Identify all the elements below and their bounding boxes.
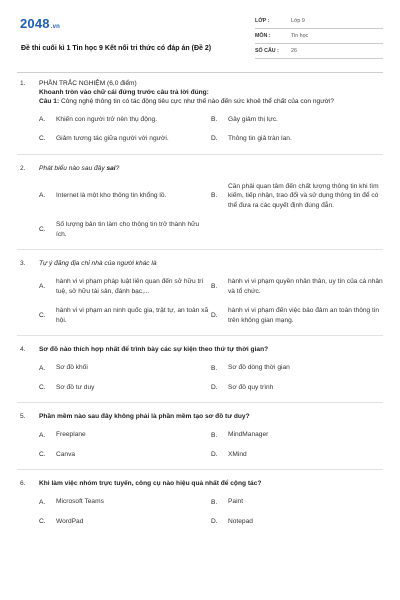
option-text: hành vi vi phạm pháp luật liên quan đến sở hữu trí tuệ, sở hữu tài sản, đánh bạc,... [56,278,204,295]
option-text: Sơ đồ quy trình [228,383,274,391]
option-text: hành vi vi phạm an ninh quốc gia, trật tự, an toàn xã hội. [56,307,209,324]
meta-key: SỐ CÂU : [255,48,279,54]
question-6 [20,480,380,536]
meta-row-question-count [255,44,383,59]
question-text: Tự ý đăng địa chỉ nhà của người khác là [39,260,157,268]
option-letter: A. [39,192,46,200]
option-text: hành vi vi phạm đến việc bảo đảm an toàn thông tin trên không gian mạng. [228,307,380,324]
answer-options [39,363,380,402]
option-text: Canva [56,450,76,458]
answer-option-a[interactable] [39,115,211,135]
question-text: Phần mềm nào sau đây không phải là phần mềm tạo sơ đồ tư duy? [39,413,250,421]
header-divider [17,72,383,73]
answer-option-c[interactable] [39,134,211,154]
question-text: Sơ đồ nào thích hợp nhất để trình bày các sự kiện theo thứ tự thời gian? [39,346,269,354]
answer-options [39,182,380,250]
option-text: MindManager [228,431,269,439]
option-letter: C. [39,518,46,526]
option-text: Notepad [228,517,253,525]
exam-meta [255,14,383,59]
answer-option-a[interactable] [39,497,211,517]
option-letter: B. [211,431,218,439]
option-letter: A. [39,364,46,372]
question-label: Câu 1: [39,97,60,105]
option-letter: A. [39,431,46,439]
option-letter: A. [39,498,46,506]
answer-option-b[interactable] [211,497,383,517]
question-body: Công nghệ thông tin có tác động tiêu cực như thế nào đến sức khoẻ thể chất của con người? [59,97,335,105]
option-letter: C. [39,312,46,320]
option-text: Cần phải quan tâm đến chất lượng thông tin khi tìm kiếm, tiếp nhận, trao đổi và sử dụng thông tin để có thể đưa ra các quyết định đúng đắn. [228,182,379,209]
option-letter: C. [39,451,46,459]
answer-option-b[interactable] [211,430,383,450]
option-letter: A. [39,115,46,123]
answer-option-a[interactable] [39,182,211,221]
option-letter: D. [211,135,218,143]
question-divider [17,402,383,403]
meta-key: LỚP : [255,18,270,24]
option-text: XMind [228,450,247,458]
answer-option-c[interactable] [39,306,211,335]
answer-option-c[interactable] [39,383,211,403]
option-letter: B. [211,115,218,123]
option-text: WordPad [56,517,84,525]
answer-option-b[interactable] [211,277,383,306]
answer-option-b[interactable] [211,363,383,383]
section-instruction: Khoanh tròn vào chữ cái đứng trước câu trả lời đúng: [39,88,209,96]
option-letter: C. [39,135,46,143]
question-3 [20,260,383,335]
question-divider [17,335,383,336]
option-text: Số lượng bản tin làm cho thông tin trở thành hữu ích. [56,221,200,238]
option-letter: D. [211,384,218,392]
option-letter: B. [211,364,218,372]
answer-options [39,430,380,469]
exam-content [20,80,383,536]
question-number: 2. [20,164,26,172]
meta-value: Lớp 9 [291,18,305,24]
meta-row-subject [255,29,383,44]
option-text: Paint [228,498,244,506]
option-text: hành vi vi phạm quyền nhân thân, uy tín của cá nhân và tổ chức. [228,278,383,295]
option-text: Microsoft Teams [56,498,104,506]
question-2 [20,165,380,250]
answer-option-d[interactable] [211,450,383,470]
answer-option-a[interactable] [39,277,211,306]
meta-value: Tin học [291,33,309,39]
answer-option-b[interactable] [211,115,383,135]
question-1 [20,80,380,154]
answer-option-d[interactable] [211,517,383,537]
question-divider [17,469,383,470]
option-text: Giảm tương tác giữa người với người. [56,135,169,143]
option-letter: A. [39,283,46,291]
option-text: Gây giảm thị lực. [228,115,278,123]
question-number: 6. [20,480,26,488]
question-number: 4. [20,346,26,354]
option-letter: D. [211,518,218,526]
answer-option-c[interactable] [39,450,211,470]
answer-option-d[interactable] [211,383,383,403]
option-letter: B. [211,192,218,200]
option-text: Thông tin giả tràn lan. [228,135,292,143]
question-text: Khi làm việc nhóm trực tuyến, công cụ nào hiệu quả nhất để cộng tác? [39,480,262,488]
option-letter: C. [39,384,46,392]
answer-option-a[interactable] [39,363,211,383]
option-text: Khiến con người trở nên thụ động. [56,115,158,123]
question-body-end: ? [115,164,120,172]
question-number: 5. [20,413,26,421]
meta-row-class [255,14,383,29]
meta-value: 26 [291,48,297,54]
question-divider [17,154,383,155]
option-letter: B. [211,498,218,506]
question-5 [20,413,380,469]
option-text: Freeplane [56,431,86,439]
question-number: 1. [20,80,26,87]
question-4 [20,346,380,402]
section-heading: PHẦN TRẮC NGHIỆM (6,0 điểm) [39,80,137,87]
answer-option-d[interactable] [211,306,383,335]
option-letter: D. [211,312,218,320]
page-title: Đề thi cuối kì 1 Tin học 9 Kết nối tri thức có đáp án (Đề 2) [21,45,212,52]
answer-option-c[interactable] [39,517,211,537]
logo-text: 2048 [20,16,50,31]
question-body: Phát biểu nào sau đây [39,164,107,172]
question-number: 3. [20,260,26,268]
answer-options [39,497,380,536]
answer-options [39,115,380,154]
answer-options [39,277,383,335]
question-text [39,98,380,107]
option-text: Sơ đồ dòng thời gian [228,364,290,372]
logo-suffix: .vn [50,24,61,30]
option-text: Internet là một kho thông tin khổng lồ. [56,192,167,200]
answer-option-c[interactable] [39,220,211,249]
answer-option-d[interactable] [211,134,383,154]
site-logo[interactable] [20,16,60,31]
meta-key: MÔN : [255,33,271,39]
option-letter: B. [211,283,218,291]
option-text: Sơ đồ tư duy [56,383,95,391]
option-text: Sơ đồ khối [56,364,88,372]
option-letter: C. [39,226,46,234]
question-emphasis: sai [106,164,116,172]
answer-option-a[interactable] [39,430,211,450]
answer-option-b[interactable] [211,182,383,221]
page-header [17,12,383,66]
question-divider [17,249,383,250]
option-letter: D. [211,451,218,459]
question-text [39,165,380,174]
